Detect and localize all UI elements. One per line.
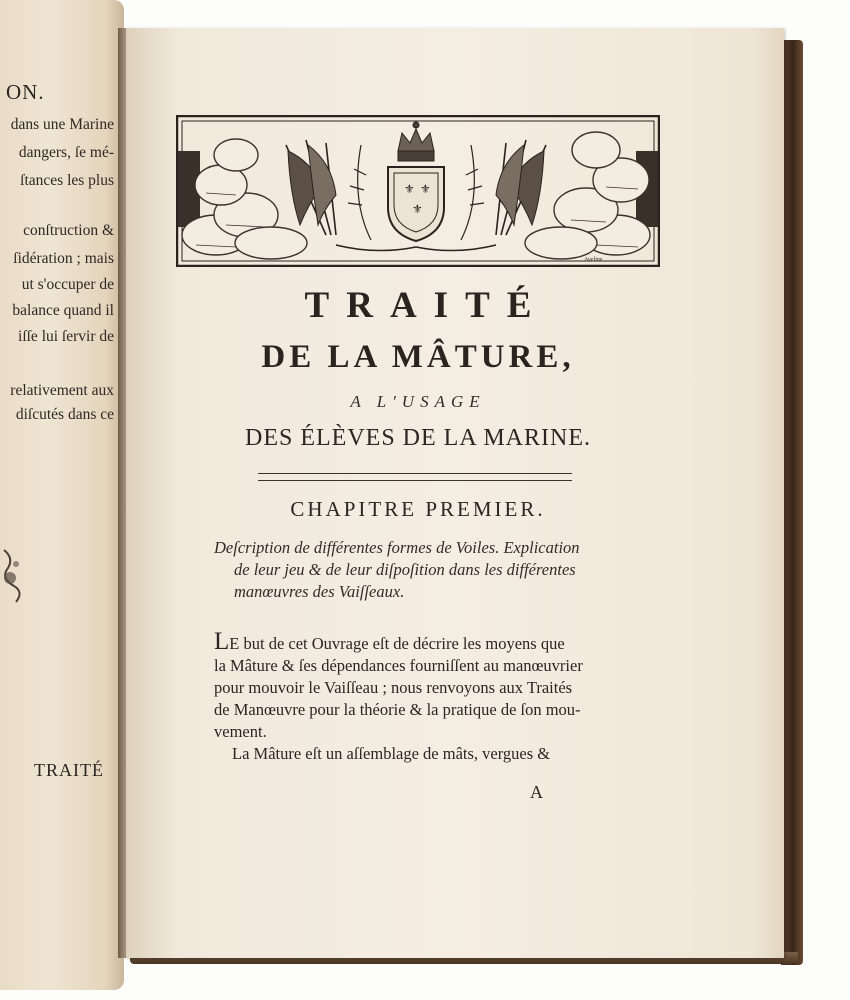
signature-mark: A (530, 782, 543, 802)
left-page-line: relativement aux (10, 382, 114, 399)
drop-cap: L (214, 628, 230, 655)
body-second-paragraph: La Mâture eſt un aſſemblage de mâts, vergues & (232, 744, 551, 763)
left-page-line: ut s'occuper de (21, 276, 114, 293)
body-paragraph (214, 628, 624, 765)
engraver-signature: Aveline (584, 257, 603, 263)
svg-text:⚜: ⚜ (420, 182, 431, 196)
body-first-line (214, 628, 624, 655)
chapter-summary (214, 537, 634, 603)
left-page-line: balance quand il (12, 302, 114, 319)
catchword: TRAITÉ (34, 760, 104, 780)
double-rule-top (258, 473, 572, 474)
svg-text:⚜: ⚜ (412, 202, 423, 216)
body-line: vement. (214, 722, 267, 741)
body-line: pour mouvoir le Vaiſſeau ; nous renvoyons aux Traités (214, 678, 573, 697)
chapter-heading: CHAPITRE PREMIER. (290, 497, 546, 521)
left-page-line: dans une Marine (10, 116, 114, 133)
headpiece-vignette (176, 115, 660, 267)
left-page-line: diſcutés dans ce (15, 406, 114, 423)
summary-line: de leur jeu & de leur diſpoſition dans les différentes (234, 560, 576, 579)
title-line-1: TRAITÉ (304, 285, 549, 326)
left-page-line: ſidération ; mais (13, 250, 114, 267)
book-cover-edge (781, 40, 803, 965)
body-line: de Manœuvre pour la théorie & la pratique de ſon mou- (214, 700, 581, 719)
summary-line: Deſcription de différentes formes de Voiles. Explication (214, 538, 580, 557)
left-page-line: conſtruction & (23, 222, 114, 239)
body-line: la Mâture & ſes dépendances fourniſſent au manœuvrier (214, 656, 583, 675)
svg-text:⚜: ⚜ (404, 182, 415, 196)
left-page-line: iſſe lui ſervir de (18, 328, 114, 345)
left-page-line: ſtances les plus (20, 172, 114, 189)
tailpiece-ornament-icon (0, 540, 26, 610)
body-first-line-text: E but de cet Ouvrage eſt de décrire les moyens que (229, 634, 565, 653)
left-page-line: dangers, ſe mé- (18, 144, 114, 161)
double-rule-bottom (258, 480, 572, 481)
left-page-running-header: ON. (6, 80, 45, 104)
title-line-4: DES ÉLÈVES DE LA MARINE. (245, 425, 591, 451)
summary-line: manœuvres des Vaiſſeaux. (234, 582, 405, 601)
title-line-2: DE LA MÂTURE, (261, 339, 575, 375)
title-line-3: A L'USAGE (350, 392, 486, 411)
left-page (0, 0, 124, 990)
